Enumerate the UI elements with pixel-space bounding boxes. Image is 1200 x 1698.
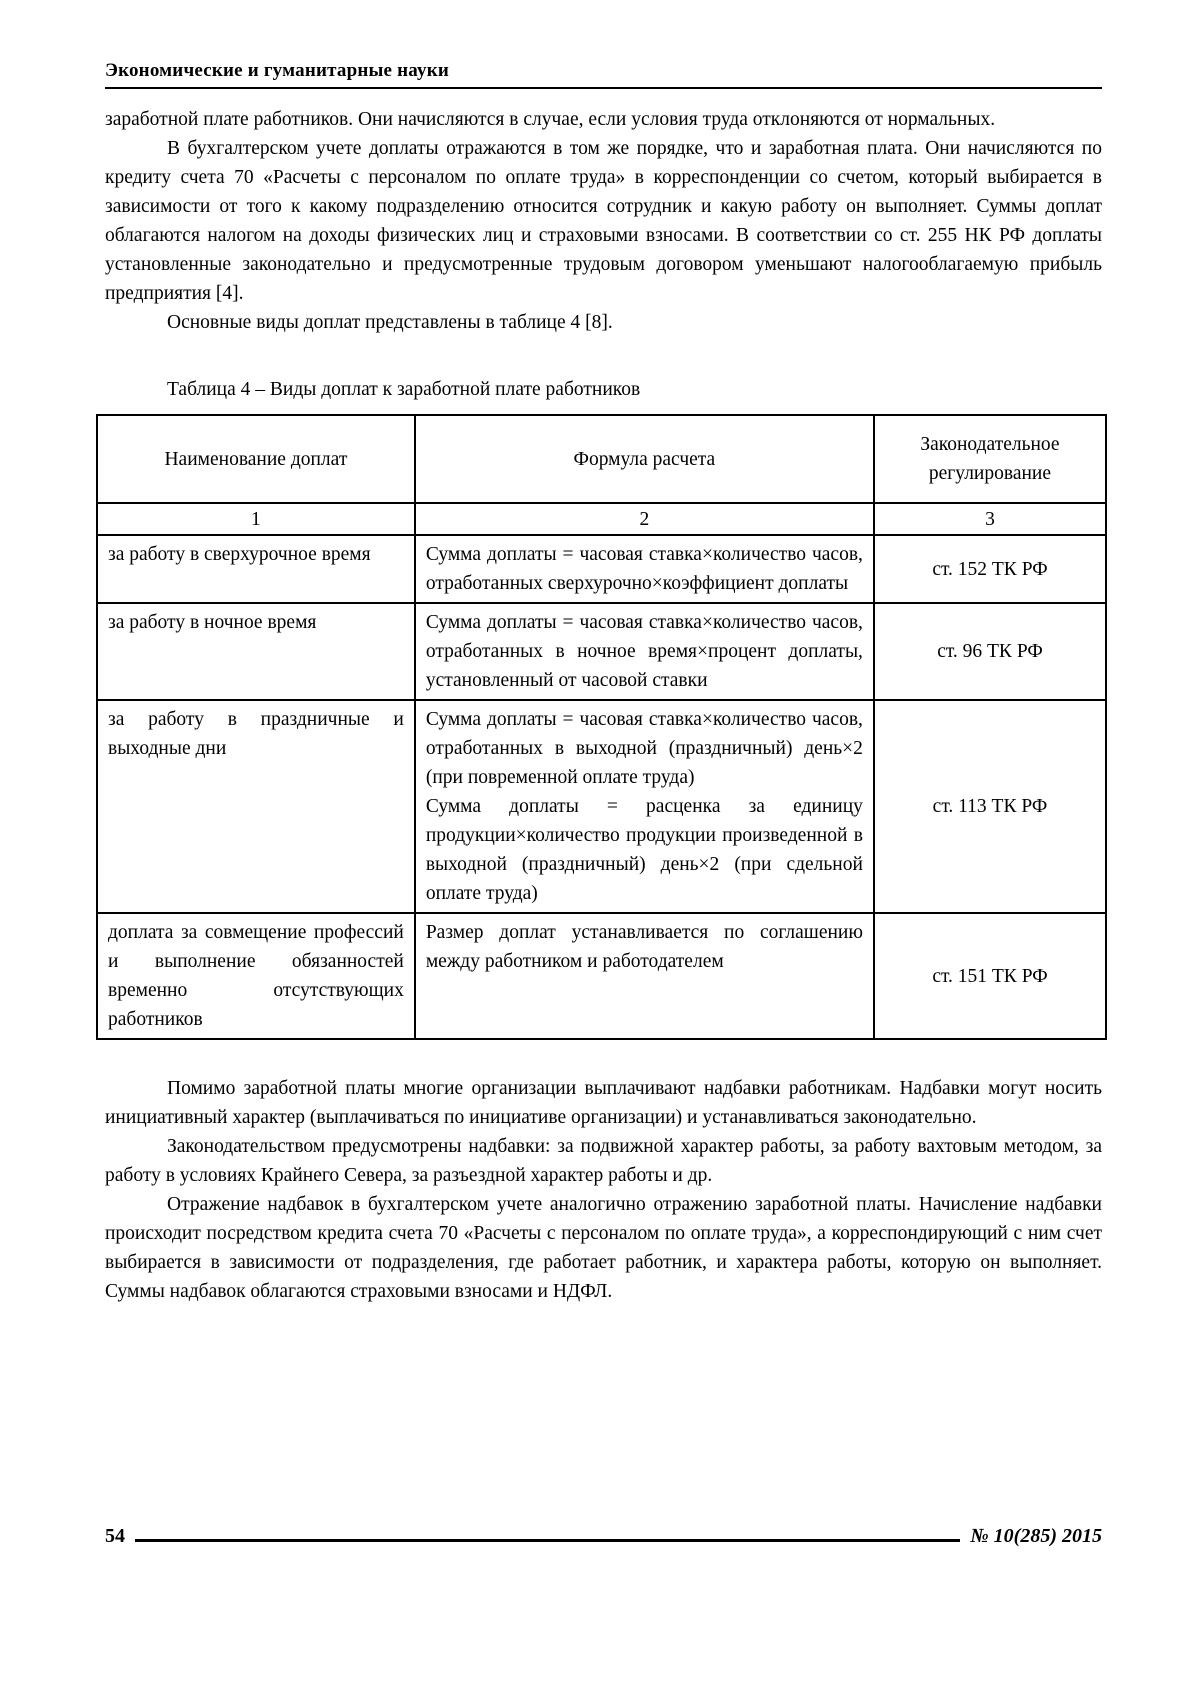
supplement-formula: Сумма доплаты = часовая ставка×количество часов, отработанных в ночное время×процент доплаты, установленный от часовой ставки <box>415 603 874 700</box>
table-row <box>97 700 1106 913</box>
table-header-name: Наименование доплат <box>97 415 415 503</box>
paragraph-accounting: В бухгалтерском учете доплаты отражаются в том же порядке, что и заработная плата. Они начисляются по кредиту счета 70 «Расчеты с персоналом по оплате труда» в корреспонденции со счетом, который выбирается в зависимости от того к какому подразделению относится сотрудник и какую работу он выполняет. Суммы доплат облагаются налогом на доходы физических лиц и страховыми взносами. В соответствии со ст. 255 НК РФ доплаты установленные законодательно и предусмотренные трудовым договором уменьшают налогооблагаемую прибыль предприятия [4]. <box>105 138 1102 304</box>
column-number-2: 2 <box>415 503 874 535</box>
paragraph-bonuses: Помимо заработной платы многие организации выплачивают надбавки работникам. Надбавки могут носить инициативный характер (выплачиваться по инициативе организации) и устанавливаться законодательно. <box>105 1078 1102 1128</box>
supplement-formula: Размер доплат устанавливается по соглашению между работником и работодателем <box>415 913 874 1039</box>
supplements-table <box>96 414 1107 1040</box>
issue-number: № 10(285) 2015 <box>970 1525 1102 1547</box>
paragraph-bonus-types: Законодательством предусмотрены надбавки: за подвижной характер работы, за работу вахтовым методом, за работу в условиях Крайнего Севера, за разъездной характер работы и др. <box>105 1136 1102 1186</box>
table-column-numbers-row <box>97 503 1106 535</box>
table-header-formula: Формула расчета <box>415 415 874 503</box>
supplement-law: ст. 152 ТК РФ <box>874 535 1106 603</box>
supplement-law: ст. 96 ТК РФ <box>874 603 1106 700</box>
table-row <box>97 535 1106 603</box>
supplement-name: за работу в ночное время <box>97 603 415 700</box>
page-footer <box>105 1525 1102 1548</box>
running-header-title: Экономические и гуманитарные науки <box>105 60 450 81</box>
supplement-law: ст. 113 ТК РФ <box>874 700 1106 913</box>
column-number-3: 3 <box>874 503 1106 535</box>
page-number: 54 <box>105 1525 125 1547</box>
table-caption: Таблица 4 – Виды доплат к заработной плате работников <box>167 379 641 400</box>
paragraph-bonus-accounting: Отражение надбавок в бухгалтерском учете аналогично отражению заработной платы. Начисление надбавки происходит посредством кредита счета 70 «Расчеты с персоналом по оплате труда», а корреспондирующий с ним счет выбирается в зависимости от подразделения, где работает работник, и характера работы, которую он выполняет. Суммы надбавок облагаются страховыми взносами и НДФЛ. <box>105 1194 1102 1302</box>
table-header-law: Законодательное регулирование <box>874 415 1106 503</box>
supplement-formula: Сумма доплаты = часовая ставка×количество часов, отработанных сверхурочно×коэффициент доплаты <box>415 535 874 603</box>
supplement-name: доплата за совмещение профессий и выполнение обязанностей временно отсутствующих работников <box>97 913 415 1039</box>
column-number-1: 1 <box>97 503 415 535</box>
supplement-name: за работу в сверхурочное время <box>97 535 415 603</box>
table-header-row <box>97 415 1106 503</box>
paragraph-continuation: заработной плате работников. Они начисляются в случае, если условия труда отклоняются от нормальных. <box>105 109 996 130</box>
running-header <box>105 60 1102 89</box>
supplement-name: за работу в праздничные и выходные дни <box>97 700 415 913</box>
supplement-formula: Сумма доплаты = часовая ставка×количество часов, отработанных в выходной (праздничный) день×2 (при повременной оплате труда) Сумма доплаты = расценка за единицу продукции×количество продукции произведенной в выходной (праздничный) день×2 (при сдельной оплате труда) <box>415 700 874 913</box>
supplement-law: ст. 151 ТК РФ <box>874 913 1106 1039</box>
paragraph-table-intro: Основные виды доплат представлены в таблице 4 [8]. <box>167 312 613 333</box>
footer-rule <box>135 1539 960 1542</box>
table-row <box>97 603 1106 700</box>
table-row <box>97 913 1106 1039</box>
